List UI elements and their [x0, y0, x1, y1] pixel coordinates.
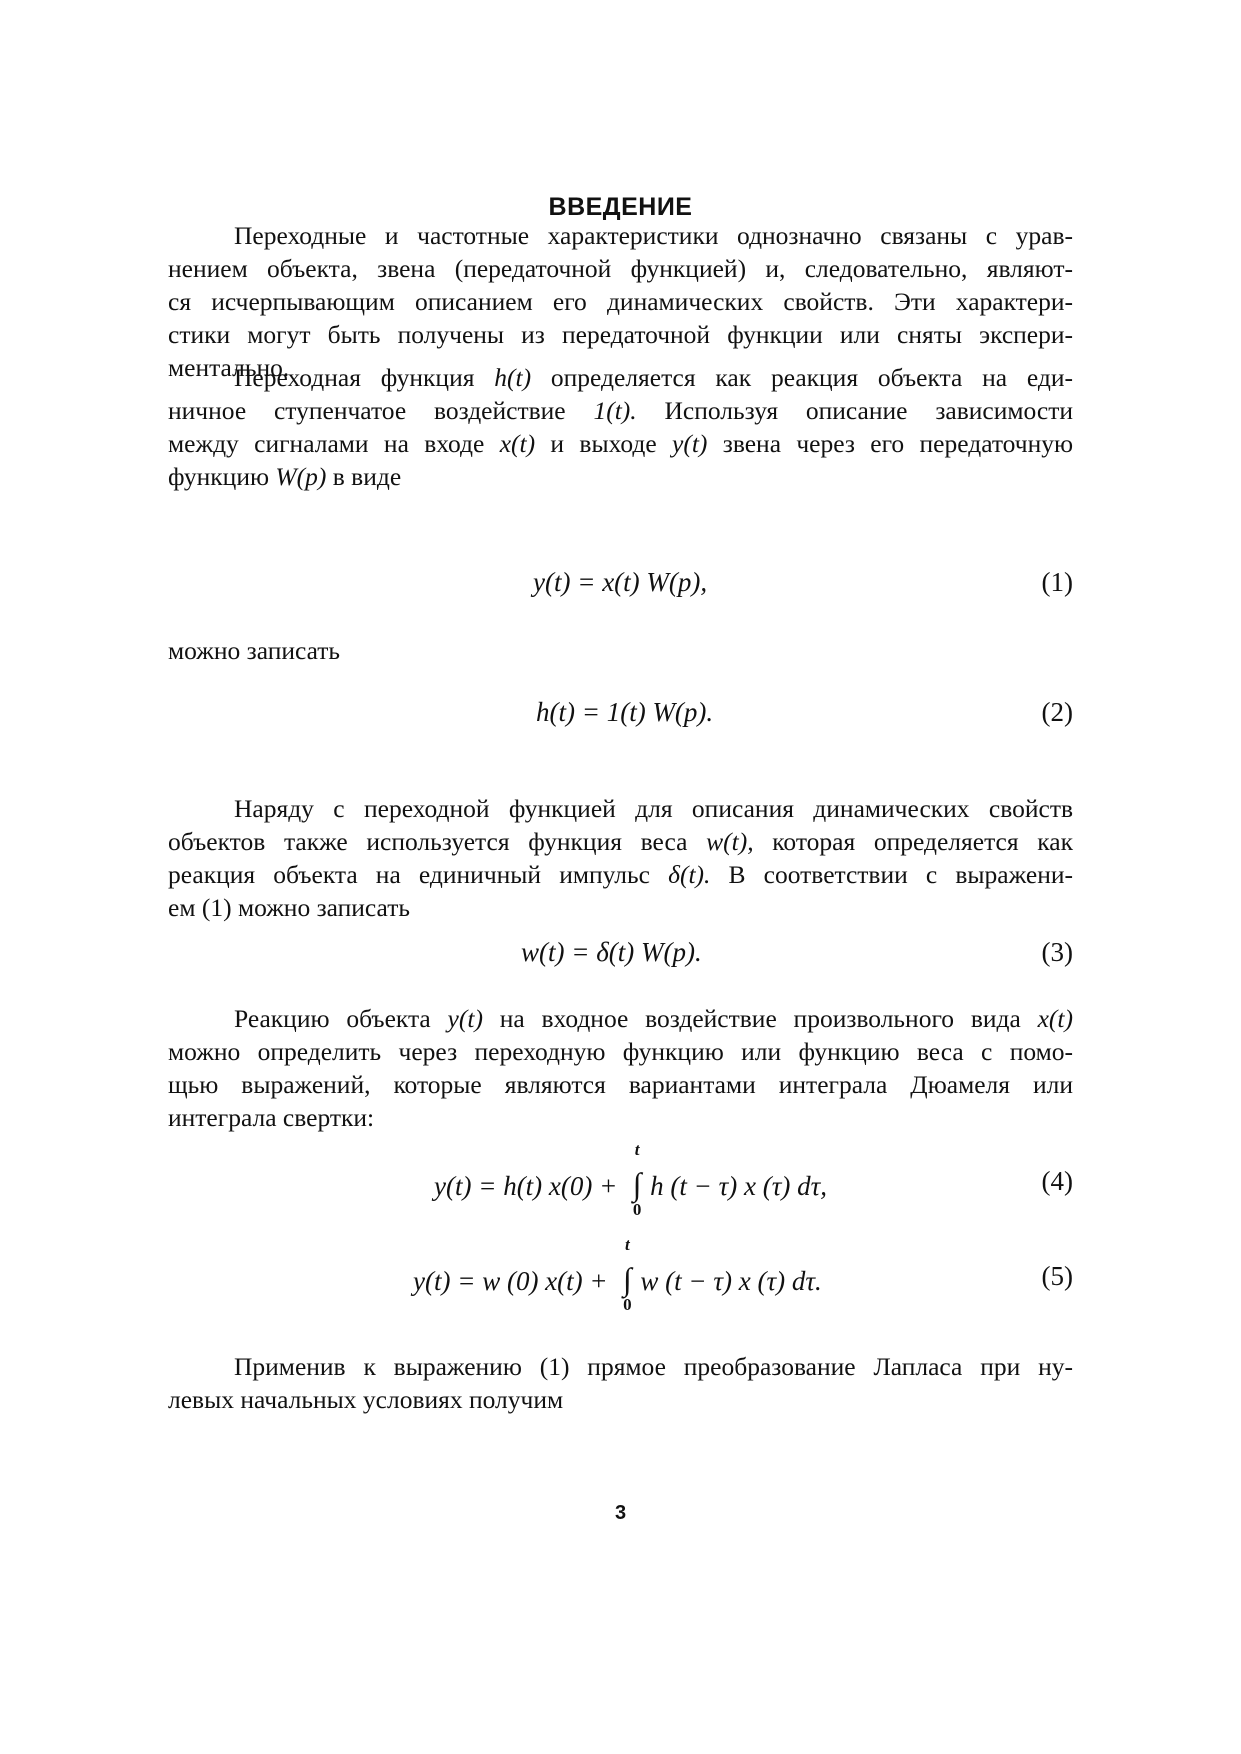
text-line: ментально. — [168, 353, 290, 382]
equation-5 — [413, 1235, 822, 1314]
equation-4 — [434, 1140, 828, 1219]
text-line: функцию W(p) в виде — [168, 462, 402, 491]
integral-upper-limit: t — [625, 1235, 630, 1254]
equation-number-4: (4) — [1041, 1166, 1073, 1196]
text-line: между сигналами на входе x(t) и выходе y(t) звена через его передаточную — [168, 429, 1074, 458]
paragraph-intro — [168, 219, 1073, 384]
text-can-write: можно записать — [168, 636, 341, 665]
text-line: ся исчерпывающим описанием его динамических свойств. Эти характери- — [168, 287, 1073, 316]
text-line: Переходные и частотные характеристики однозначно связаны с урав- — [234, 221, 1073, 250]
paragraph-duhamel — [168, 1002, 1073, 1134]
equation-number-2: (2) — [1041, 697, 1073, 727]
equation-1: y(t) = x(t) W(p), — [533, 567, 708, 597]
text-line: Реакцию объекта y(t) на входное воздействие произвольного вида x(t) — [234, 1004, 1073, 1033]
equation-number-1: (1) — [1041, 567, 1073, 597]
equation-5-left: y(t) = w (0) x(t) + — [413, 1266, 615, 1296]
integral-lower-limit: 0 — [632, 1200, 642, 1219]
text-line: объектов также используется функция веса w(t), которая определяется как — [168, 827, 1073, 856]
text-line: стики могут быть получены из передаточной функции или сняты экспери- — [168, 320, 1073, 349]
text-line: реакция объекта на единичный импульс δ(t). В соответствии с выражени- — [168, 860, 1073, 889]
integral-lower-limit: 0 — [623, 1295, 632, 1314]
text-line: интеграла свертки: — [168, 1103, 375, 1132]
text-line: можно определить через переходную функцию или функцию веса с помо- — [168, 1037, 1073, 1066]
equation-number-5: (5) — [1041, 1261, 1073, 1291]
text-line: Применив к выражению (1) прямое преобразование Лапласа при ну- — [234, 1352, 1073, 1381]
equation-2: h(t) = 1(t) W(p). — [536, 697, 714, 727]
integral-upper-limit: t — [634, 1140, 640, 1159]
page-number: 3 — [614, 1502, 627, 1524]
text-line: Наряду с переходной функцией для описания динамических свойств — [234, 794, 1073, 823]
text-line: ничное ступенчатое воздействие 1(t). Используя описание зависимости — [168, 396, 1073, 425]
integral-sign: t ∫ 0 — [624, 1166, 650, 1203]
equation-5-right: w (t − τ) x (τ) dτ. — [640, 1266, 822, 1296]
equation-number-3: (3) — [1041, 937, 1073, 967]
equation-3: w(t) = δ(t) W(p). — [521, 937, 702, 967]
paragraph-weight-function — [168, 792, 1073, 924]
paragraph-step-response — [168, 361, 1073, 493]
integral-sign: t ∫ 0 — [614, 1261, 640, 1298]
text-line: ем (1) можно записать — [168, 893, 410, 922]
text-line: нением объекта, звена (передаточной функцией) и, следовательно, являют- — [168, 254, 1073, 283]
text-line: Переходная функция h(t) определяется как реакция объекта на еди- — [234, 363, 1073, 392]
section-heading: ВВЕДЕНИЕ — [548, 193, 693, 221]
text-line: левых начальных условиях получим — [168, 1385, 564, 1414]
equation-4-right: h (t − τ) x (τ) dτ, — [650, 1171, 828, 1201]
paragraph-laplace — [168, 1350, 1073, 1416]
equation-4-left: y(t) = h(t) x(0) + — [434, 1171, 625, 1201]
text-line: щью выражений, которые являются вариантами интеграла Дюамеля или — [168, 1070, 1073, 1099]
